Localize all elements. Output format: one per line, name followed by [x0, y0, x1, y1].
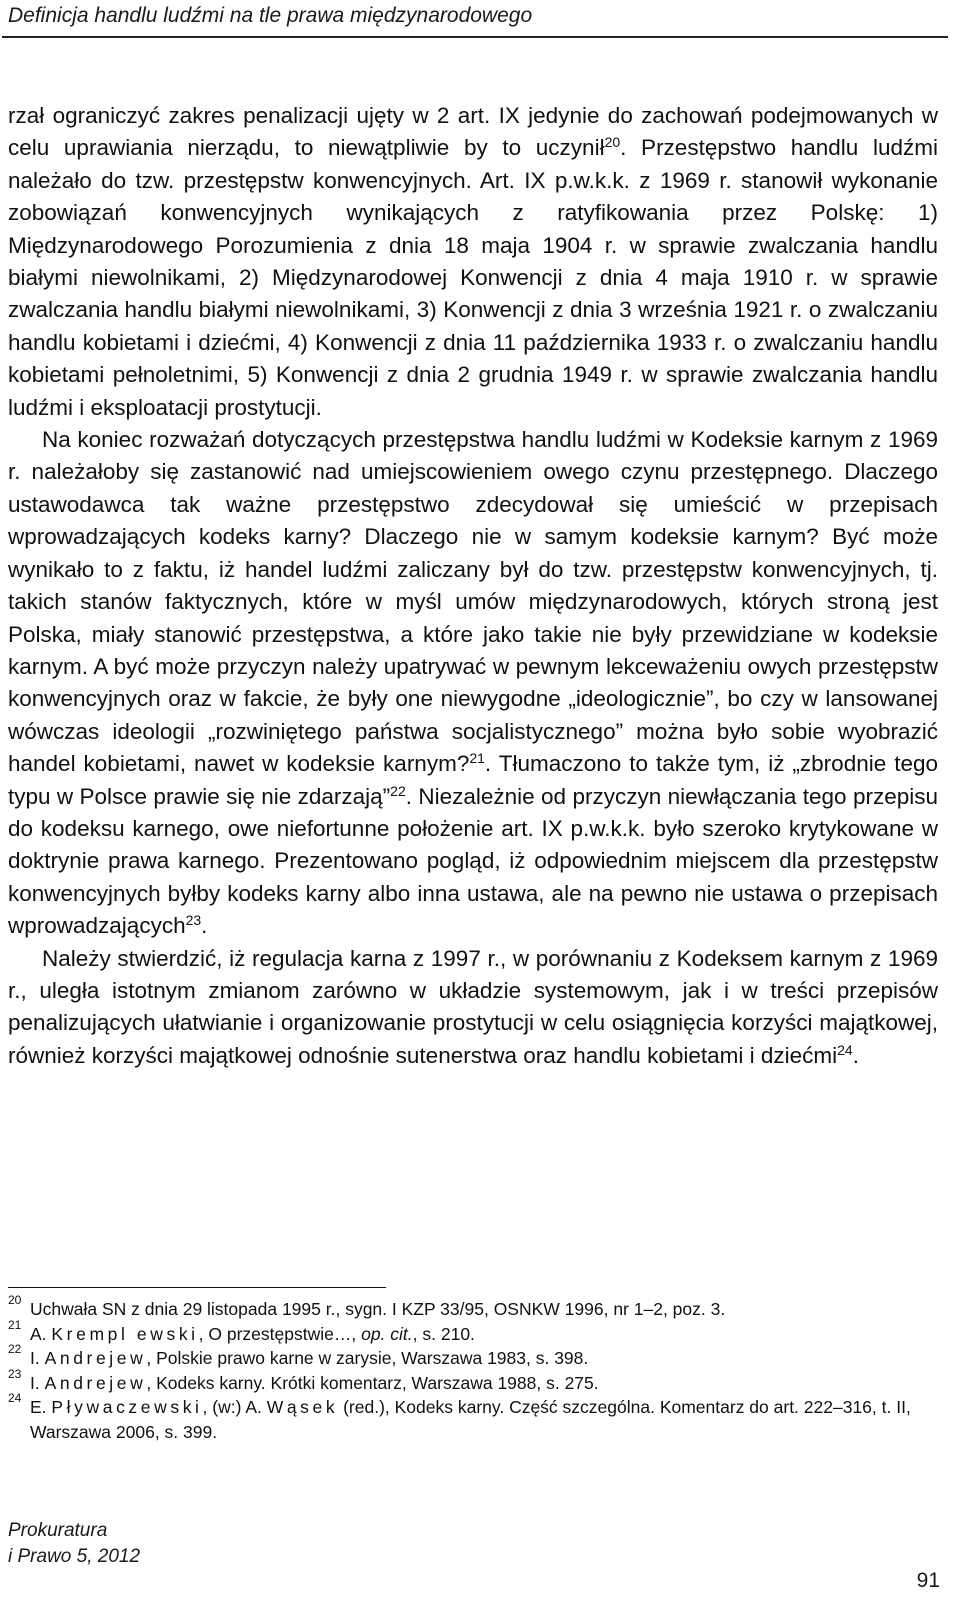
author-name: Pływaczewski [51, 1397, 203, 1417]
footnote-20: 20 Uchwała SN z dnia 29 listopada 1995 r., sygn. I KZP 33/95, OSNKW 1996, nr 1–2, poz. 3. [8, 1293, 726, 1319]
footnote-separator [8, 1287, 386, 1288]
author-name: Wąsek [266, 1397, 339, 1417]
footnote-24: 24 E. Pływaczewski, (w:) A. Wąsek (red.), Kodeks karny. Część szczególna. Komentarz do art. 222–316, t. II, Warszawa 2006, s. 399. [8, 1391, 911, 1442]
running-header: Definicja handlu ludźmi na tle prawa międzynarodowego [8, 4, 533, 27]
footnote-21: 21 A. Krempl ewski, O przestępstwie…, op. cit., s. 210. [8, 1317, 475, 1344]
paragraph-1: rzał ograniczyć zakres penalizacji ujęty w 2 art. IX jedynie do zachowań podejmowanych w celu uprawiania nierządu, to niewątpliwie by to uczynił$^{20}$. Przestępstwo handlu ludźmi należało do tzw. przestępstw konwencyjnych. Art. IX p.w.k.k. z 1969 r. stanowił wykonanie zobowiązań konwencyjnych wynikających z ratyfikowania przez Polskę: 1) Międzynarodowego Porozumienia z dnia 18 maja 1904 r. w sprawie zwalczania handlu białymi niewolnikami, 2) Międzynarodowej Konwencji z dnia 4 maja 1910 r. w sprawie zwalczania handlu białymi niewolnikami, 3) Konwencji z dnia 3 września 1921 r. o zwalczaniu handlu kobietami i dziećmi, 4) Konwencji z dnia 11 października 1933 r. o zwalczaniu handlu kobietami pełnoletnimi, 5) Konwencji z dnia 2 grudnia 1949 r. w sprawie zwalczania handlu ludźmi i eksploatacji prostytucji. [8, 103, 938, 420]
journal-title: Prokuratura [8, 1520, 108, 1541]
paragraph-3: Należy stwierdzić, iż regulacja karna z 1997 r., w porównaniu z Kodeksem karnym z 1969 r., uległa istotnym zmianom zarówno w układzie systemowym, jak i w treści przepisów penalizujących ułatwianie i organizowanie prostytucji w celu osiągnięcia korzyści majątkowej, również korzyści majątkowej odnośnie sutenerstwa oraz handlu kobietami i dziećmi$^{24}$. [8, 945, 938, 1068]
footnote-number: 21 [8, 1317, 22, 1332]
journal-footer [8, 1518, 140, 1570]
journal-issue: i Prawo 5, 2012 [8, 1546, 141, 1567]
header-rule [2, 36, 948, 38]
footnote-23: 23 I. Andrejew, Kodeks karny. Krótki komentarz, Warszawa 1988, s. 275. [8, 1366, 599, 1393]
page-number: 91 [916, 1569, 940, 1592]
footnote-number: 23 [8, 1366, 22, 1381]
footnote-ref-24[interactable]: 24 [837, 1041, 853, 1058]
footnote-ref-20[interactable]: 20 [604, 134, 621, 151]
footnote-ref-21[interactable]: 21 [469, 750, 485, 767]
author-name: Andrejew [44, 1372, 147, 1393]
body-text [8, 100, 938, 1072]
footnote-22: 22 I. Andrejew, Polskie prawo karne w zarysie, Warszawa 1983, s. 398. [8, 1342, 589, 1368]
paragraph-2: Na koniec rozważań dotyczących przestępstwa handlu ludźmi w Kodeksie karnym z 1969 r. należałoby się zastanowić nad umiejscowieniem owego czynu przestępnego. Dlaczego ustawodawca tak ważne przestępstwo zdecydował się umieścić w przepisach wprowadzających kodeks karny? Dlaczego nie w samym kodeksie karnym? Być może wynikało to z faktu, iż handel ludźmi zaliczany był do tzw. przestępstw konwencyjnych, tj. takich stanów faktycznych, które w myśl umów międzynarodowych, których stroną jest Polska, miały stanowić przestępstwa, a które jako takie nie były przewidziane w kodeksie karnym. A być może przyczyn należy upatrywać w pewnym lekceważeniu owych przestępstw konwencyjnych oraz w fakcie, że były one niewygodne „ideologicznie”, bo czy w lansowanej wówczas ideologii „rozwiniętego państwa socjalistycznego” można było sobie wyobrazić handel kobietami, nawet w kodeksie karnym?$^{21}$. Tłumaczono to także tym, iż „zbrodnie tego typu w Polsce prawie się nie zdarzają”$^{22}$. Niezależnie od przyczyn niewłączania tego przepisu do kodeksu karnego, owe niefortunne położenie art. IX p.w.k.k. było szeroko krytykowane w doktrynie prawa karnego. Prezentowano pogląd, iż odpowiednim miejscem dla przestępstw konwencyjnych byłby kodeks karny albo inna ustawa, ale na pewno nie ustawa o przepisach wprowadzających$^{23}$. [8, 427, 938, 939]
footnote-number: 20 [8, 1293, 22, 1307]
author-name: Krempl ewski [51, 1323, 199, 1344]
footnote-number: 24 [8, 1391, 22, 1405]
footnote-ref-22[interactable]: 22 [390, 782, 406, 799]
author-name: Andrejew [44, 1348, 147, 1368]
footnote-ref-23[interactable]: 23 [185, 912, 202, 929]
footnote-number: 22 [8, 1342, 22, 1356]
footnotes [8, 1293, 938, 1444]
